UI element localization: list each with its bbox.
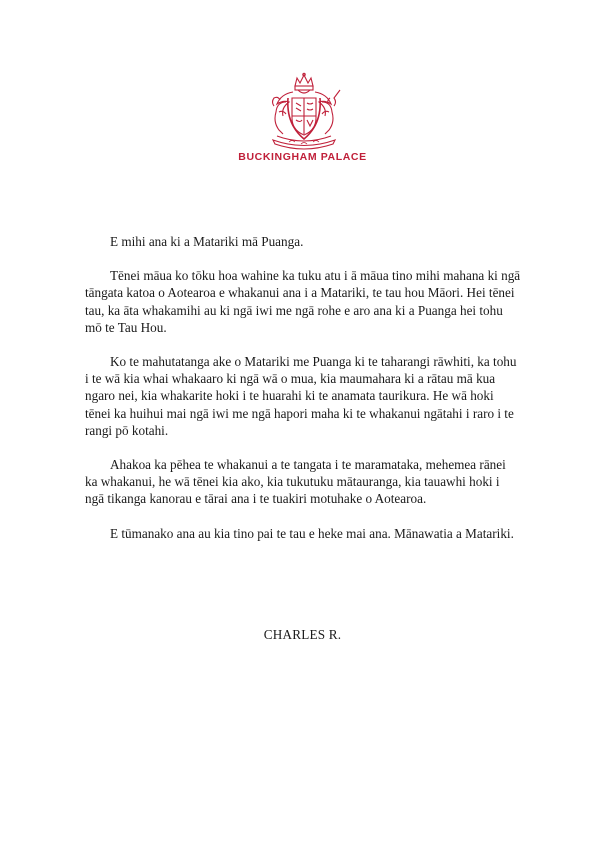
letter-paragraph-4: E tūmanako ana au kia tino pai te tau e heke mai ana. Mānawatia a Matariki. xyxy=(110,525,514,541)
letter-greeting: E mihi ana ki a Matariki mā Puanga. xyxy=(110,234,304,249)
letter-signature: CHARLES R. xyxy=(263,627,342,642)
letter-paragraph-2: Ko te mahutatanga ake o Matariki me Puanga ki te taharangi rāwhiti, ka tohu i te wā kia whai whakaaro ki ngā wā o mua, kia maumahara ki a rātau mā kua ngaro nei, kia whakarite hoki i te huarahi ki te anamata taurikura. He wā hoki tēnei ka huihui mai ngā iwi me ngā hapori maha ki te whakanui ngātahi i raro i te rangi pō kotahi. xyxy=(85,354,517,438)
letter-paragraph-3: Ahakoa ka pēhea te whakanui a te tangata i te maramataka, mehemea rānei ka whakanui, he wā tēnei kia ako, kia tukutuku mātauranga, kia tauawhi hoki i ngā tikanga kanorau e tārai ana i te tuakiri motuhake o Aotearoa. xyxy=(85,457,506,507)
letter-paragraph-1: Tēnei māua ko tōku hoa wahine ka tuku atu i ā māua tino mihi mahana ki ngā tāngata katoa o Aotearoa e whakanui ana i a Matariki, te tau hou Māori. Hei tēnei tau, ka āta whakamihi au ki ngā iwi me ngā rohe e aro ana ki a Puanga hei tohu mō te Tau Hou. xyxy=(85,268,521,335)
royal-coat-of-arms-icon xyxy=(259,72,349,152)
letterhead-title: BUCKINGHAM PALACE xyxy=(238,151,367,163)
letter-body xyxy=(85,233,521,559)
